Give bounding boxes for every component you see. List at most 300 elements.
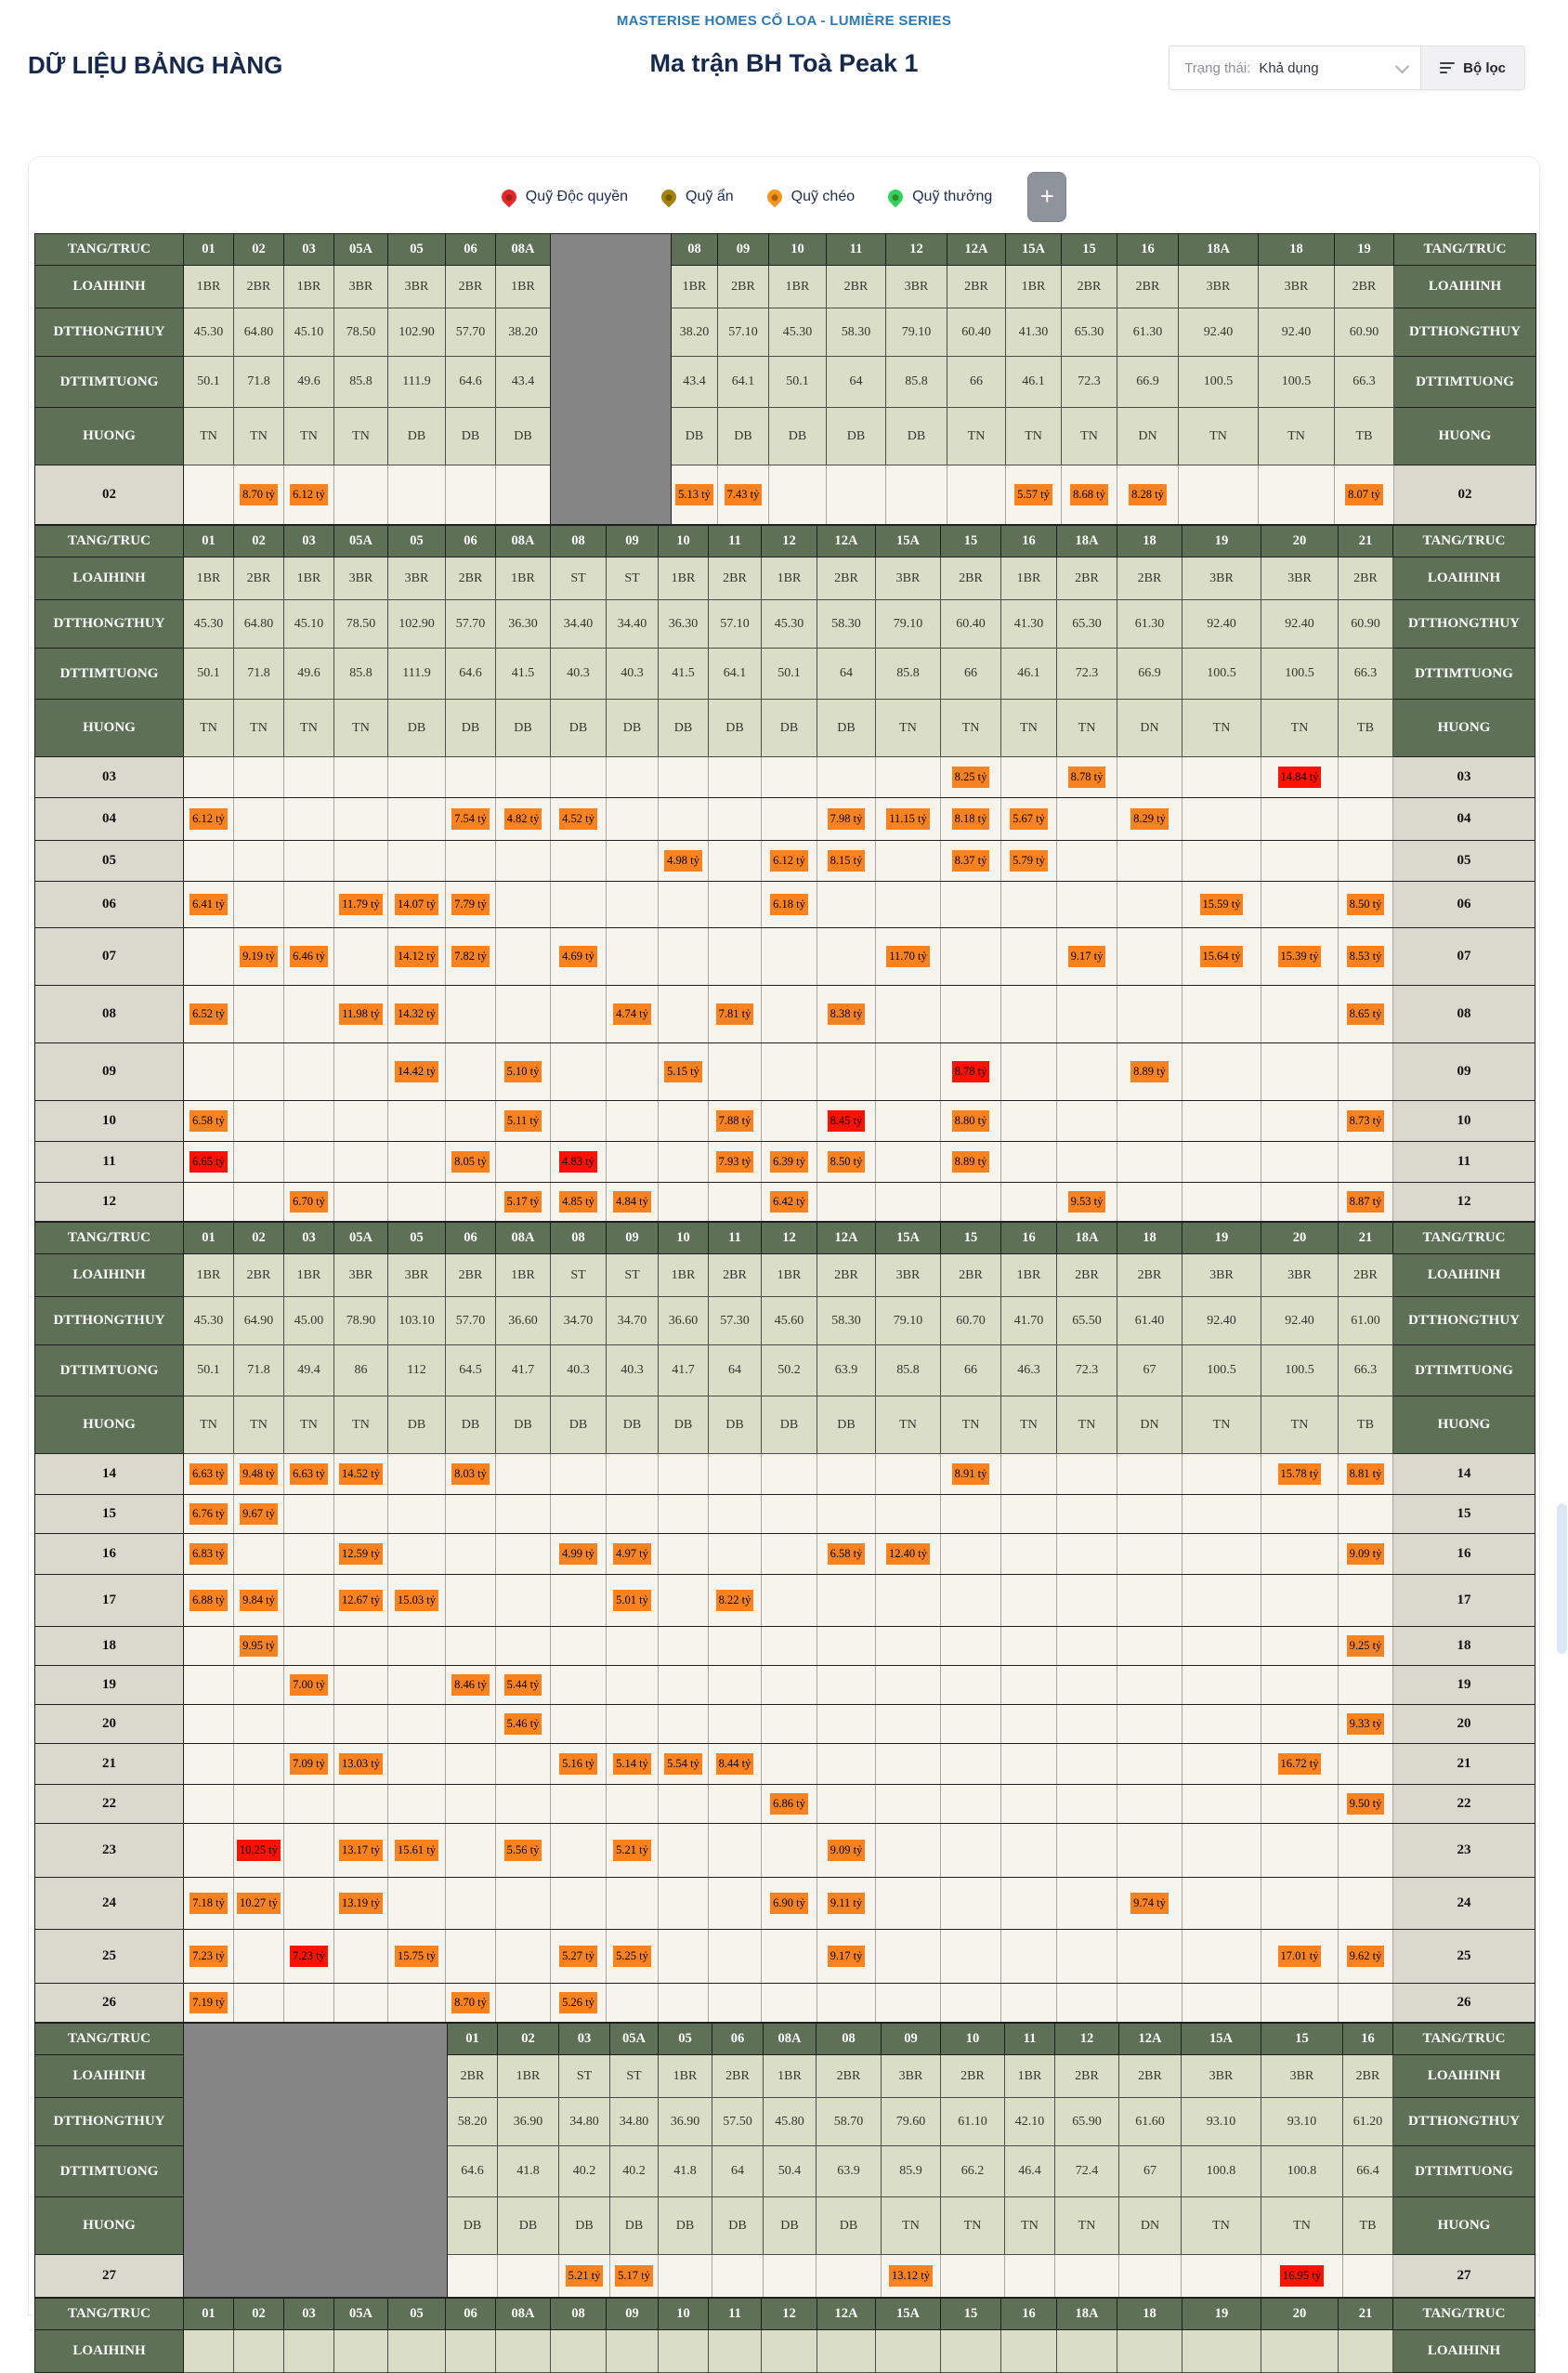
- unit-cell[interactable]: [1261, 1705, 1339, 1744]
- unit-cell[interactable]: [876, 1495, 941, 1534]
- unit-cell[interactable]: [1001, 1495, 1057, 1534]
- unit-cell[interactable]: [659, 1705, 709, 1744]
- unit-cell[interactable]: [1179, 465, 1259, 525]
- unit-price-badge[interactable]: 10.27 tỷ: [237, 1893, 281, 1913]
- unit-cell[interactable]: [607, 1101, 659, 1142]
- unit-price-badge[interactable]: 9.25 tỷ: [1347, 1635, 1385, 1656]
- unit-cell[interactable]: [1001, 1878, 1057, 1930]
- unit-cell[interactable]: [762, 1705, 817, 1744]
- unit-cell[interactable]: [1339, 1495, 1393, 1534]
- unit-cell[interactable]: [388, 1984, 446, 2023]
- unit-cell[interactable]: [1117, 986, 1183, 1043]
- unit-cell[interactable]: [551, 986, 607, 1043]
- unit-cell[interactable]: [1183, 1183, 1261, 1222]
- unit-price-badge[interactable]: 6.86 tỷ: [770, 1793, 808, 1814]
- unit-price-cell[interactable]: [876, 1534, 941, 1575]
- unit-price-badge[interactable]: 14.84 tỷ: [1278, 767, 1322, 787]
- unit-price-badge[interactable]: 6.63 tỷ: [189, 1463, 228, 1484]
- unit-price-badge[interactable]: 8.53 tỷ: [1347, 946, 1385, 966]
- unit-cell[interactable]: [817, 1627, 876, 1666]
- unit-cell[interactable]: [1001, 757, 1057, 798]
- unit-cell[interactable]: [1117, 1744, 1183, 1785]
- unit-price-badge[interactable]: 8.07 tỷ: [1345, 484, 1383, 505]
- unit-cell[interactable]: [659, 1627, 709, 1666]
- unit-price-badge[interactable]: 8.28 tỷ: [1129, 484, 1167, 505]
- unit-price-badge[interactable]: 8.65 tỷ: [1347, 1003, 1385, 1024]
- unit-price-cell[interactable]: [941, 1101, 1001, 1142]
- unit-price-badge[interactable]: 6.90 tỷ: [770, 1893, 808, 1913]
- unit-cell[interactable]: [284, 1534, 334, 1575]
- unit-cell[interactable]: [876, 986, 941, 1043]
- unit-price-cell[interactable]: [234, 1454, 284, 1495]
- unit-cell[interactable]: [607, 1454, 659, 1495]
- unit-cell[interactable]: [659, 882, 709, 928]
- unit-price-badge[interactable]: 7.18 tỷ: [189, 1893, 228, 1913]
- unit-price-badge[interactable]: 9.62 tỷ: [1347, 1946, 1385, 1966]
- unit-cell[interactable]: [1261, 1495, 1339, 1534]
- unit-cell[interactable]: [876, 1984, 941, 2023]
- unit-cell[interactable]: [876, 1142, 941, 1183]
- unit-cell[interactable]: [762, 1454, 817, 1495]
- unit-price-cell[interactable]: [1339, 1930, 1393, 1984]
- unit-cell[interactable]: [876, 1575, 941, 1627]
- unit-price-cell[interactable]: [234, 1575, 284, 1627]
- unit-cell[interactable]: [1001, 1142, 1057, 1183]
- unit-cell[interactable]: [817, 1043, 876, 1101]
- unit-price-badge[interactable]: 7.09 tỷ: [290, 1753, 328, 1774]
- unit-price-cell[interactable]: [817, 1824, 876, 1878]
- unit-price-cell[interactable]: [762, 841, 817, 882]
- unit-price-cell[interactable]: [551, 1534, 607, 1575]
- add-fund-button[interactable]: +: [1027, 172, 1066, 222]
- unit-cell[interactable]: [876, 1183, 941, 1222]
- unit-cell[interactable]: [762, 1575, 817, 1627]
- unit-price-badge[interactable]: 5.13 tỷ: [675, 484, 713, 505]
- unit-cell[interactable]: [762, 928, 817, 986]
- unit-cell[interactable]: [1001, 1534, 1057, 1575]
- unit-price-badge[interactable]: 14.12 tỷ: [395, 946, 438, 966]
- unit-cell[interactable]: [607, 1705, 659, 1744]
- unit-cell[interactable]: [234, 1534, 284, 1575]
- unit-cell[interactable]: [1339, 1984, 1393, 2023]
- unit-price-badge[interactable]: 5.26 tỷ: [559, 1992, 597, 2012]
- unit-price-cell[interactable]: [1062, 465, 1117, 525]
- unit-cell[interactable]: [1183, 1495, 1261, 1534]
- unit-price-cell[interactable]: [446, 798, 496, 841]
- unit-cell[interactable]: [876, 1454, 941, 1495]
- unit-cell[interactable]: [1261, 1878, 1339, 1930]
- unit-price-badge[interactable]: 7.81 tỷ: [716, 1003, 754, 1024]
- unit-cell[interactable]: [284, 1101, 334, 1142]
- unit-cell[interactable]: [446, 1744, 496, 1785]
- unit-price-badge[interactable]: 8.15 tỷ: [828, 850, 866, 871]
- unit-price-cell[interactable]: [496, 1101, 551, 1142]
- unit-price-cell[interactable]: [817, 1930, 876, 1984]
- unit-cell[interactable]: [496, 841, 551, 882]
- unit-cell[interactable]: [607, 757, 659, 798]
- unit-price-cell[interactable]: [388, 1043, 446, 1101]
- unit-cell[interactable]: [1339, 1043, 1393, 1101]
- unit-cell[interactable]: [762, 1495, 817, 1534]
- unit-cell[interactable]: [446, 465, 496, 525]
- unit-cell[interactable]: [1001, 1824, 1057, 1878]
- unit-cell[interactable]: [1055, 2255, 1119, 2298]
- unit-cell[interactable]: [334, 1984, 388, 2023]
- unit-cell[interactable]: [334, 1666, 388, 1705]
- unit-cell[interactable]: [941, 1575, 1001, 1627]
- unit-price-cell[interactable]: [1117, 1878, 1183, 1930]
- unit-price-badge[interactable]: 13.17 tỷ: [339, 1840, 383, 1860]
- unit-price-cell[interactable]: [496, 798, 551, 841]
- unit-price-cell[interactable]: [1339, 928, 1393, 986]
- unit-cell[interactable]: [334, 841, 388, 882]
- unit-cell[interactable]: [1117, 757, 1183, 798]
- unit-cell[interactable]: [709, 1666, 762, 1705]
- unit-cell[interactable]: [817, 882, 876, 928]
- unit-cell[interactable]: [817, 1575, 876, 1627]
- unit-cell[interactable]: [551, 882, 607, 928]
- unit-cell[interactable]: [284, 841, 334, 882]
- unit-cell[interactable]: [659, 1930, 709, 1984]
- unit-cell[interactable]: [334, 465, 388, 525]
- unit-cell[interactable]: [1001, 1705, 1057, 1744]
- unit-cell[interactable]: [284, 757, 334, 798]
- unit-price-badge[interactable]: 6.12 tỷ: [189, 808, 228, 829]
- unit-price-cell[interactable]: [709, 1744, 762, 1785]
- unit-price-badge[interactable]: 6.58 tỷ: [189, 1110, 228, 1131]
- unit-price-badge[interactable]: 8.50 tỷ: [828, 1151, 866, 1172]
- unit-price-badge[interactable]: 8.25 tỷ: [952, 767, 990, 787]
- unit-cell[interactable]: [496, 757, 551, 798]
- unit-price-cell[interactable]: [184, 1878, 234, 1930]
- unit-cell[interactable]: [184, 928, 234, 986]
- unit-price-badge[interactable]: 5.57 tỷ: [1014, 484, 1052, 505]
- unit-price-badge[interactable]: 7.19 tỷ: [189, 1992, 228, 2012]
- status-select[interactable]: [1169, 46, 1421, 90]
- unit-cell[interactable]: [941, 882, 1001, 928]
- unit-cell[interactable]: [607, 1878, 659, 1930]
- unit-cell[interactable]: [234, 1043, 284, 1101]
- unit-cell[interactable]: [709, 1627, 762, 1666]
- unit-cell[interactable]: [941, 2255, 1005, 2298]
- unit-price-cell[interactable]: [284, 1454, 334, 1495]
- unit-cell[interactable]: [876, 882, 941, 928]
- unit-price-badge[interactable]: 7.23 tỷ: [189, 1946, 228, 1966]
- unit-cell[interactable]: [234, 1183, 284, 1222]
- unit-cell[interactable]: [234, 757, 284, 798]
- unit-cell[interactable]: [659, 1824, 709, 1878]
- unit-price-cell[interactable]: [1261, 1744, 1339, 1785]
- unit-cell[interactable]: [607, 928, 659, 986]
- unit-cell[interactable]: [947, 465, 1006, 525]
- unit-cell[interactable]: [334, 928, 388, 986]
- unit-cell[interactable]: [1183, 1824, 1261, 1878]
- unit-cell[interactable]: [496, 1575, 551, 1627]
- unit-price-cell[interactable]: [334, 1878, 388, 1930]
- unit-price-cell[interactable]: [559, 2255, 610, 2298]
- unit-cell[interactable]: [1001, 882, 1057, 928]
- unit-price-badge[interactable]: 8.91 tỷ: [952, 1463, 990, 1484]
- unit-cell[interactable]: [607, 1666, 659, 1705]
- unit-cell[interactable]: [1339, 798, 1393, 841]
- unit-price-cell[interactable]: [284, 1666, 334, 1705]
- unit-cell[interactable]: [1261, 1666, 1339, 1705]
- unit-cell[interactable]: [496, 928, 551, 986]
- unit-price-badge[interactable]: 5.21 tỷ: [566, 2265, 604, 2286]
- unit-price-badge[interactable]: 9.33 tỷ: [1347, 1713, 1385, 1734]
- unit-price-badge[interactable]: 14.52 tỷ: [339, 1463, 383, 1484]
- unit-price-cell[interactable]: [659, 1043, 709, 1101]
- unit-cell[interactable]: [1339, 1666, 1393, 1705]
- unit-price-badge[interactable]: 7.82 tỷ: [451, 946, 490, 966]
- unit-price-badge[interactable]: 15.59 tỷ: [1200, 894, 1244, 914]
- unit-price-cell[interactable]: [1057, 928, 1117, 986]
- unit-price-cell[interactable]: [607, 1534, 659, 1575]
- unit-price-badge[interactable]: 7.98 tỷ: [828, 808, 866, 829]
- unit-cell[interactable]: [1057, 882, 1117, 928]
- unit-price-badge[interactable]: 8.44 tỷ: [716, 1753, 754, 1774]
- unit-cell[interactable]: [817, 928, 876, 986]
- unit-price-cell[interactable]: [941, 798, 1001, 841]
- unit-cell[interactable]: [1001, 1101, 1057, 1142]
- unit-price-badge[interactable]: 5.27 tỷ: [559, 1946, 597, 1966]
- unit-cell[interactable]: [762, 1930, 817, 1984]
- unit-price-badge[interactable]: 6.18 tỷ: [770, 894, 808, 914]
- unit-price-badge[interactable]: 9.84 tỷ: [240, 1590, 278, 1610]
- unit-price-badge[interactable]: 15.78 tỷ: [1278, 1463, 1322, 1484]
- unit-cell[interactable]: [1001, 1666, 1057, 1705]
- unit-price-cell[interactable]: [184, 1142, 234, 1183]
- unit-cell[interactable]: [762, 986, 817, 1043]
- unit-cell[interactable]: [551, 1666, 607, 1705]
- unit-price-cell[interactable]: [551, 1142, 607, 1183]
- unit-cell[interactable]: [446, 1101, 496, 1142]
- unit-price-cell[interactable]: [284, 1930, 334, 1984]
- unit-price-cell[interactable]: [234, 1627, 284, 1666]
- unit-price-cell[interactable]: [1339, 1101, 1393, 1142]
- unit-cell[interactable]: [496, 1534, 551, 1575]
- unit-cell[interactable]: [496, 1744, 551, 1785]
- unit-price-badge[interactable]: 13.19 tỷ: [339, 1893, 383, 1913]
- unit-price-cell[interactable]: [334, 986, 388, 1043]
- unit-cell[interactable]: [551, 1495, 607, 1534]
- unit-cell[interactable]: [1117, 1495, 1183, 1534]
- unit-price-badge[interactable]: 6.12 tỷ: [770, 850, 808, 871]
- unit-cell[interactable]: [876, 1744, 941, 1785]
- unit-cell[interactable]: [1183, 757, 1261, 798]
- unit-cell[interactable]: [184, 1043, 234, 1101]
- unit-cell[interactable]: [496, 1495, 551, 1534]
- unit-cell[interactable]: [659, 757, 709, 798]
- unit-cell[interactable]: [234, 1785, 284, 1824]
- unit-price-cell[interactable]: [184, 798, 234, 841]
- unit-price-badge[interactable]: 4.69 tỷ: [559, 946, 597, 966]
- unit-cell[interactable]: [659, 798, 709, 841]
- unit-price-badge[interactable]: 9.95 tỷ: [240, 1635, 278, 1656]
- unit-cell[interactable]: [334, 1785, 388, 1824]
- unit-cell[interactable]: [607, 1495, 659, 1534]
- unit-price-badge[interactable]: 8.68 tỷ: [1070, 484, 1108, 505]
- unit-price-cell[interactable]: [446, 1666, 496, 1705]
- unit-price-cell[interactable]: [659, 841, 709, 882]
- unit-cell[interactable]: [1001, 1627, 1057, 1666]
- unit-price-badge[interactable]: 15.39 tỷ: [1278, 946, 1322, 966]
- unit-price-cell[interactable]: [1339, 1627, 1393, 1666]
- unit-cell[interactable]: [334, 1930, 388, 1984]
- unit-cell[interactable]: [764, 2255, 817, 2298]
- unit-cell[interactable]: [1057, 798, 1117, 841]
- unit-cell[interactable]: [1183, 1930, 1261, 1984]
- unit-price-badge[interactable]: 12.40 tỷ: [886, 1543, 930, 1564]
- unit-price-badge[interactable]: 8.29 tỷ: [1130, 808, 1169, 829]
- unit-price-badge[interactable]: 5.17 tỷ: [504, 1191, 542, 1212]
- unit-cell[interactable]: [184, 757, 234, 798]
- unit-cell[interactable]: [607, 841, 659, 882]
- unit-cell[interactable]: [876, 1785, 941, 1824]
- unit-price-badge[interactable]: 13.12 tỷ: [889, 2265, 933, 2286]
- unit-price-cell[interactable]: [817, 841, 876, 882]
- unit-price-cell[interactable]: [762, 1183, 817, 1222]
- unit-price-cell[interactable]: [284, 928, 334, 986]
- unit-cell[interactable]: [1343, 2255, 1393, 2298]
- unit-cell[interactable]: [1001, 1454, 1057, 1495]
- unit-price-badge[interactable]: 17.01 tỷ: [1278, 1946, 1322, 1966]
- unit-cell[interactable]: [446, 1043, 496, 1101]
- unit-price-badge[interactable]: 7.00 tỷ: [290, 1674, 328, 1695]
- unit-cell[interactable]: [709, 1705, 762, 1744]
- unit-cell[interactable]: [709, 928, 762, 986]
- unit-cell[interactable]: [1183, 1534, 1261, 1575]
- unit-cell[interactable]: [496, 1984, 551, 2023]
- unit-price-badge[interactable]: 5.16 tỷ: [559, 1753, 597, 1774]
- unit-cell[interactable]: [184, 1744, 234, 1785]
- unit-cell[interactable]: [388, 1142, 446, 1183]
- unit-price-badge[interactable]: 8.18 tỷ: [952, 808, 990, 829]
- unit-cell[interactable]: [234, 1142, 284, 1183]
- unit-cell[interactable]: [1261, 841, 1339, 882]
- unit-price-badge[interactable]: 5.10 tỷ: [504, 1061, 542, 1082]
- unit-cell[interactable]: [1261, 1627, 1339, 1666]
- unit-cell[interactable]: [1057, 1142, 1117, 1183]
- unit-price-cell[interactable]: [496, 1705, 551, 1744]
- unit-price-badge[interactable]: 6.65 tỷ: [189, 1151, 228, 1172]
- unit-price-badge[interactable]: 8.73 tỷ: [1347, 1110, 1385, 1131]
- unit-cell[interactable]: [1057, 1043, 1117, 1101]
- unit-cell[interactable]: [1117, 1984, 1183, 2023]
- unit-cell[interactable]: [607, 882, 659, 928]
- scrollbar-thumb[interactable]: [1557, 1503, 1567, 1654]
- unit-price-badge[interactable]: 9.19 tỷ: [240, 946, 278, 966]
- unit-price-badge[interactable]: 11.79 tỷ: [339, 894, 383, 914]
- unit-cell[interactable]: [496, 882, 551, 928]
- unit-price-cell[interactable]: [1339, 1183, 1393, 1222]
- unit-cell[interactable]: [1001, 1930, 1057, 1984]
- unit-cell[interactable]: [388, 798, 446, 841]
- unit-cell[interactable]: [1259, 465, 1335, 525]
- unit-cell[interactable]: [1117, 1575, 1183, 1627]
- unit-cell[interactable]: [1339, 1575, 1393, 1627]
- unit-price-cell[interactable]: [1001, 841, 1057, 882]
- unit-cell[interactable]: [496, 465, 551, 525]
- unit-cell[interactable]: [388, 1666, 446, 1705]
- unit-cell[interactable]: [551, 1101, 607, 1142]
- unit-cell[interactable]: [1339, 841, 1393, 882]
- unit-cell[interactable]: [709, 1534, 762, 1575]
- unit-cell[interactable]: [1339, 1824, 1393, 1878]
- unit-cell[interactable]: [607, 1785, 659, 1824]
- unit-price-badge[interactable]: 6.12 tỷ: [290, 484, 328, 505]
- unit-price-cell[interactable]: [882, 2255, 941, 2298]
- unit-cell[interactable]: [551, 1705, 607, 1744]
- unit-price-cell[interactable]: [446, 1142, 496, 1183]
- unit-cell[interactable]: [1117, 1930, 1183, 1984]
- unit-price-cell[interactable]: [1339, 1454, 1393, 1495]
- unit-cell[interactable]: [234, 986, 284, 1043]
- unit-price-badge[interactable]: 12.59 tỷ: [339, 1543, 383, 1564]
- unit-cell[interactable]: [334, 1705, 388, 1744]
- unit-price-cell[interactable]: [1261, 757, 1339, 798]
- unit-price-badge[interactable]: 7.23 tỷ: [290, 1946, 328, 1966]
- unit-price-cell[interactable]: [941, 1043, 1001, 1101]
- unit-cell[interactable]: [446, 1534, 496, 1575]
- unit-cell[interactable]: [334, 1142, 388, 1183]
- unit-price-cell[interactable]: [234, 1495, 284, 1534]
- unit-price-cell[interactable]: [1057, 1183, 1117, 1222]
- unit-cell[interactable]: [1117, 1534, 1183, 1575]
- unit-price-cell[interactable]: [184, 986, 234, 1043]
- unit-cell[interactable]: [762, 1101, 817, 1142]
- unit-cell[interactable]: [388, 465, 446, 525]
- unit-cell[interactable]: [1117, 1142, 1183, 1183]
- unit-price-badge[interactable]: 5.67 tỷ: [1010, 808, 1048, 829]
- unit-cell[interactable]: [284, 1878, 334, 1930]
- unit-cell[interactable]: [1183, 1785, 1261, 1824]
- unit-price-cell[interactable]: [284, 1744, 334, 1785]
- unit-price-cell[interactable]: [709, 986, 762, 1043]
- unit-price-cell[interactable]: [817, 1534, 876, 1575]
- unit-price-badge[interactable]: 8.87 tỷ: [1347, 1191, 1385, 1212]
- unit-cell[interactable]: [762, 1534, 817, 1575]
- unit-cell[interactable]: [184, 1627, 234, 1666]
- unit-cell[interactable]: [496, 1627, 551, 1666]
- unit-cell[interactable]: [1057, 1878, 1117, 1930]
- unit-price-cell[interactable]: [551, 1984, 607, 2023]
- unit-cell[interactable]: [817, 1984, 876, 2023]
- unit-cell[interactable]: [496, 1454, 551, 1495]
- unit-cell[interactable]: [446, 1878, 496, 1930]
- unit-price-cell[interactable]: [876, 798, 941, 841]
- unit-price-cell[interactable]: [1117, 798, 1183, 841]
- unit-price-badge[interactable]: 5.44 tỷ: [504, 1674, 542, 1695]
- unit-cell[interactable]: [762, 1984, 817, 2023]
- unit-price-cell[interactable]: [817, 1101, 876, 1142]
- unit-cell[interactable]: [607, 1043, 659, 1101]
- unit-cell[interactable]: [446, 757, 496, 798]
- unit-price-cell[interactable]: [284, 1183, 334, 1222]
- unit-cell[interactable]: [817, 1454, 876, 1495]
- unit-price-badge[interactable]: 4.84 tỷ: [613, 1191, 651, 1212]
- unit-cell[interactable]: [876, 1101, 941, 1142]
- unit-price-cell[interactable]: [607, 1744, 659, 1785]
- unit-cell[interactable]: [496, 1142, 551, 1183]
- unit-price-cell[interactable]: [388, 986, 446, 1043]
- unit-price-cell[interactable]: [334, 1824, 388, 1878]
- unit-cell[interactable]: [1339, 757, 1393, 798]
- unit-cell[interactable]: [659, 1575, 709, 1627]
- unit-cell[interactable]: [1057, 1101, 1117, 1142]
- unit-cell[interactable]: [184, 1666, 234, 1705]
- unit-cell[interactable]: [1183, 1454, 1261, 1495]
